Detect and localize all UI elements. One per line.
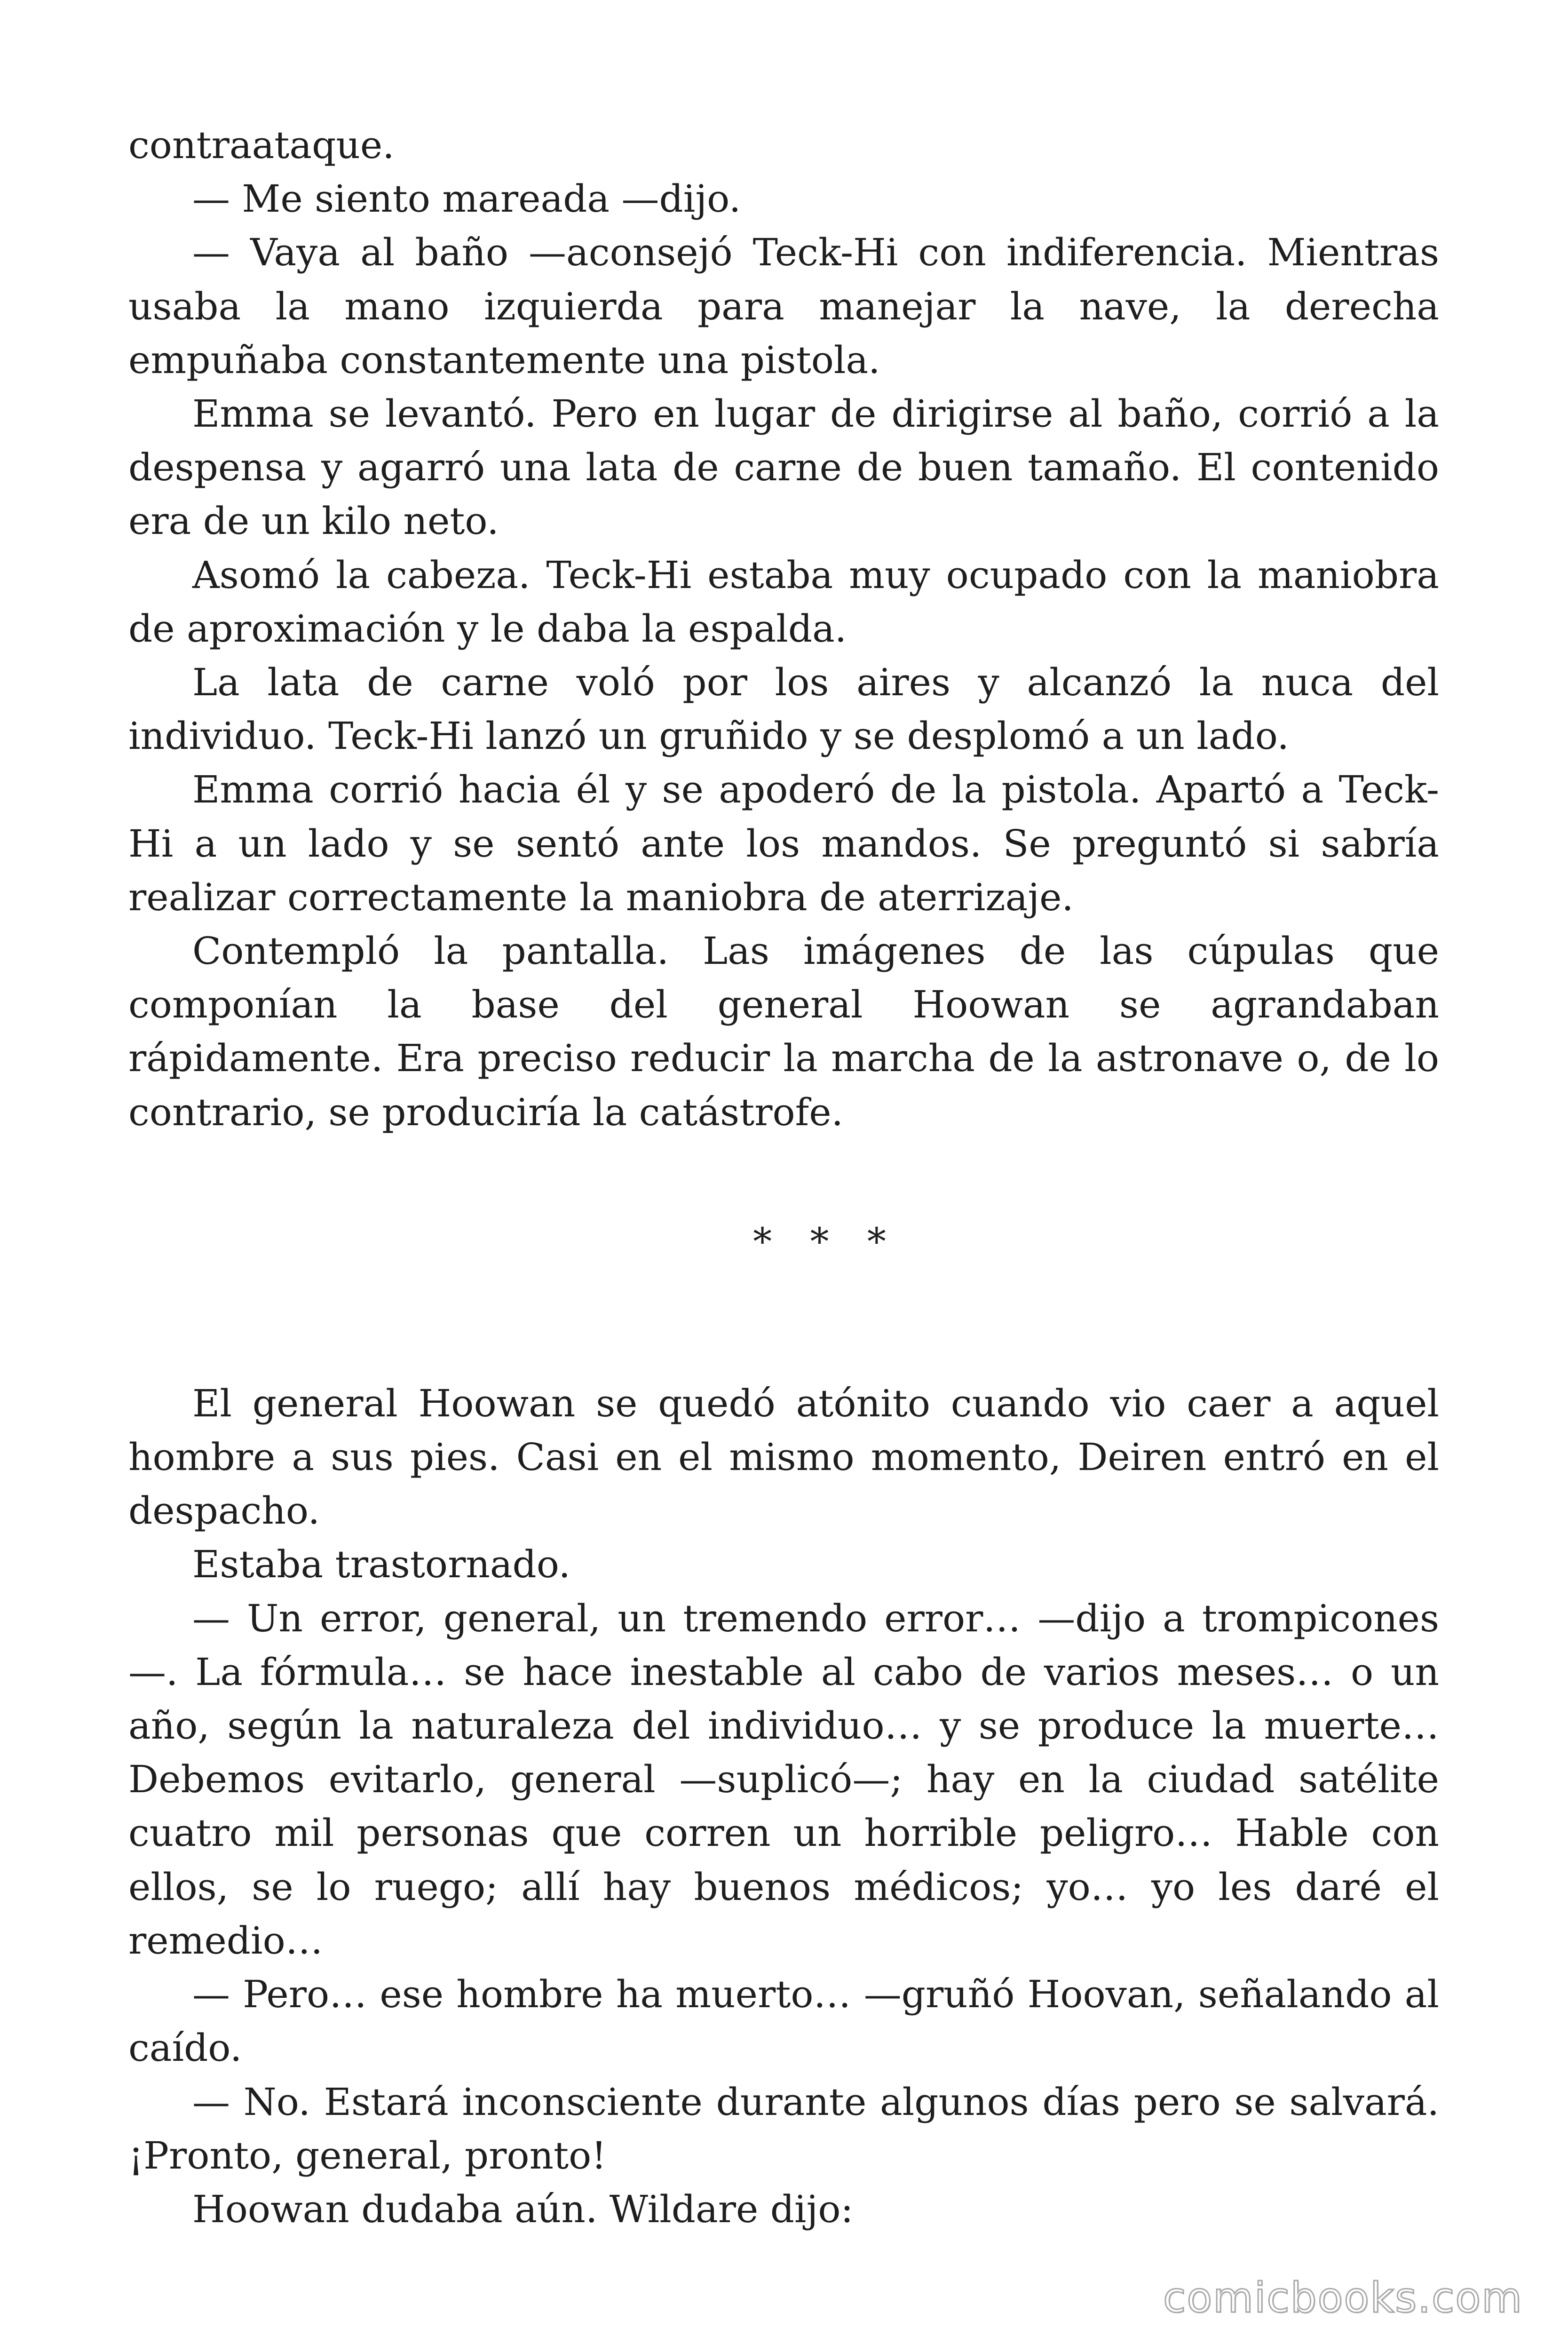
paragraph: — Pero… ese hombre ha muerto… —gruñó Hoovan, señalando al caído. [128, 1972, 1439, 2070]
paragraph: Asomó la cabeza. Teck-Hi estaba muy ocupado con la maniobra de aproximación y le daba la espalda. [128, 553, 1439, 651]
paragraph: — Un error, general, un tremendo error… —dijo a trompicones —. La fórmula… se hace inestable al cabo de varios meses… o un año, según la naturaleza del individuo… y se produce la muerte… Debemos evitarlo, general —suplicó—; hay en la ciudad satélite cuatro mil personas que corren un horrible peligro… Hable con ellos, se lo ruego; allí hay buenos médicos; yo… yo les daré el remedio… [128, 1596, 1439, 1963]
paragraph: — No. Estará inconsciente durante algunos días pero se salvará. ¡Pronto, general, pronto! [128, 2080, 1439, 2177]
paragraph: Emma se levantó. Pero en lugar de dirigirse al baño, corrió a la despensa y agarró una lata de carne de buen tamaño. El contenido era de un kilo neto. [128, 392, 1439, 543]
paragraph: Emma corrió hacia él y se apoderó de la pistola. Apartó a Teck-Hi a un lado y se sentó ante los mandos. Se preguntó si sabría realizar correctamente la maniobra de aterrizaje. [128, 768, 1439, 919]
watermark: comicbooks.com [1163, 2273, 1523, 2322]
paragraph: — Vaya al baño —aconsejó Teck-Hi con indiferencia. Mientras usaba la mano izquierda para manejar la nave, la derecha empuñaba constantemente una pistola. [128, 230, 1439, 382]
section-separator: * * * [753, 1219, 899, 1263]
paragraph: Hoowan dudaba aún. Wildare dijo: [192, 2187, 854, 2231]
paragraph: contraataque. [128, 123, 395, 167]
paragraph: Contempló la pantalla. Las imágenes de las cúpulas que componían la base del general Hoowan se agrandaban rápidamente. Era preciso reducir la marcha de la astronave o, de lo contrario, se produciría la catástrofe. [128, 929, 1439, 1134]
paragraph: — Me siento mareada —dijo. [192, 177, 741, 221]
page-body [128, 119, 1439, 2236]
paragraph: Estaba trastornado. [192, 1542, 570, 1587]
paragraph: La lata de carne voló por los aires y alcanzó la nuca del individuo. Teck-Hi lanzó un gruñido y se desplomó a un lado. [128, 660, 1439, 758]
paragraph: El general Hoowan se quedó atónito cuando vio caer a aquel hombre a sus pies. Casi en el mismo momento, Deiren entró en el despacho. [128, 1381, 1439, 1533]
